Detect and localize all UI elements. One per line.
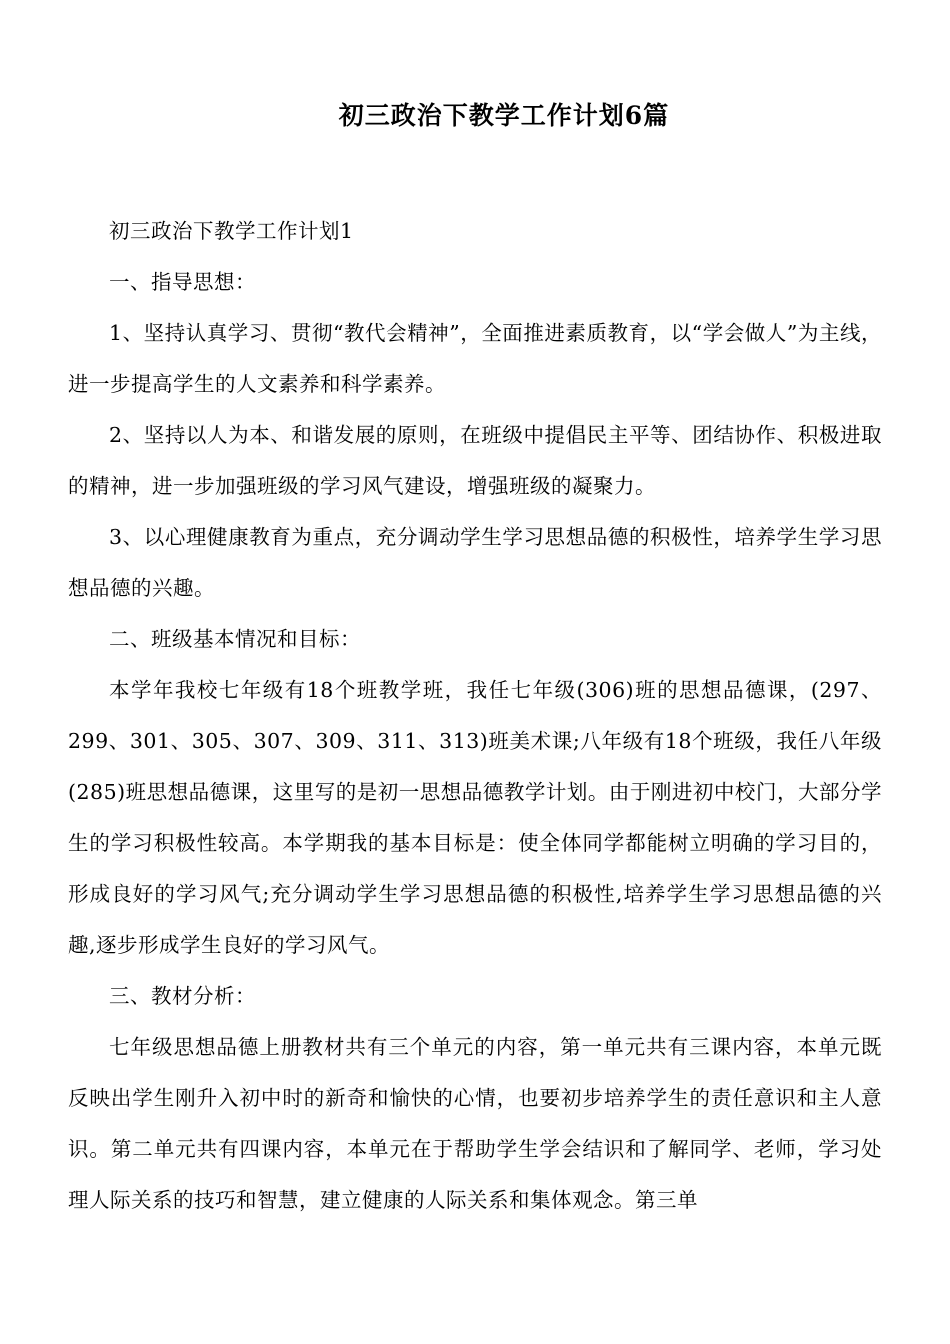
paragraph: 1、坚持认真学习、贯彻“教代会精神”，全面推进素质教育，以“学会做人”为主线，进一步提高学生的人文素养和科学素养。 bbox=[68, 321, 882, 396]
paragraph: 本学年我校七年级有18个班教学班，我任七年级(306)班的思想品德课，(297、299、301、305、307、309、311、313)班美术课;八年级有18个班级，我任八年级(285)班思想品德课，这里写的是初一思想品德教学计划。由于刚进初中校门，大部分学生的学习积极性较高。本学期我的基本目标是：使全体同学都能树立明确的学习目的，形成良好的学习风气;充分调动学生学习思想品德的积极性,培养学生学习思想品德的兴趣,逐步形成学生良好的学习风气。 bbox=[68, 678, 882, 957]
paragraph: 3、以心理健康教育为重点，充分调动学生学习思想品德的积极性，培养学生学习思想品德的兴趣。 bbox=[68, 525, 882, 600]
document-title: 初三政治下教学工作计划6篇 bbox=[338, 101, 670, 130]
paragraph: 七年级思想品德上册教材共有三个单元的内容，第一单元共有三课内容，本单元既反映出学生刚升入初中时的新奇和愉快的心情，也要初步培养学生的责任意识和主人意识。第二单元共有四课内容，本单元在于帮助学生学会结识和了解同学、老师，学习处理人际关系的技巧和智慧，建立健康的人际关系和集体观念。第三单 bbox=[68, 1035, 882, 1212]
section-heading-textbook-analysis: 三、教材分析： bbox=[109, 984, 256, 1008]
document-body bbox=[68, 206, 882, 1226]
section-heading-class-situation: 二、班级基本情况和目标： bbox=[109, 627, 361, 651]
paragraph: 2、坚持以人为本、和谐发展的原则，在班级中提倡民主平等、团结协作、积极进取的精神，进一步加强班级的学习风气建设，增强班级的凝聚力。 bbox=[68, 423, 882, 498]
section-subtitle: 初三政治下教学工作计划1 bbox=[109, 219, 354, 243]
section-heading-guiding-ideology: 一、指导思想： bbox=[109, 270, 256, 294]
